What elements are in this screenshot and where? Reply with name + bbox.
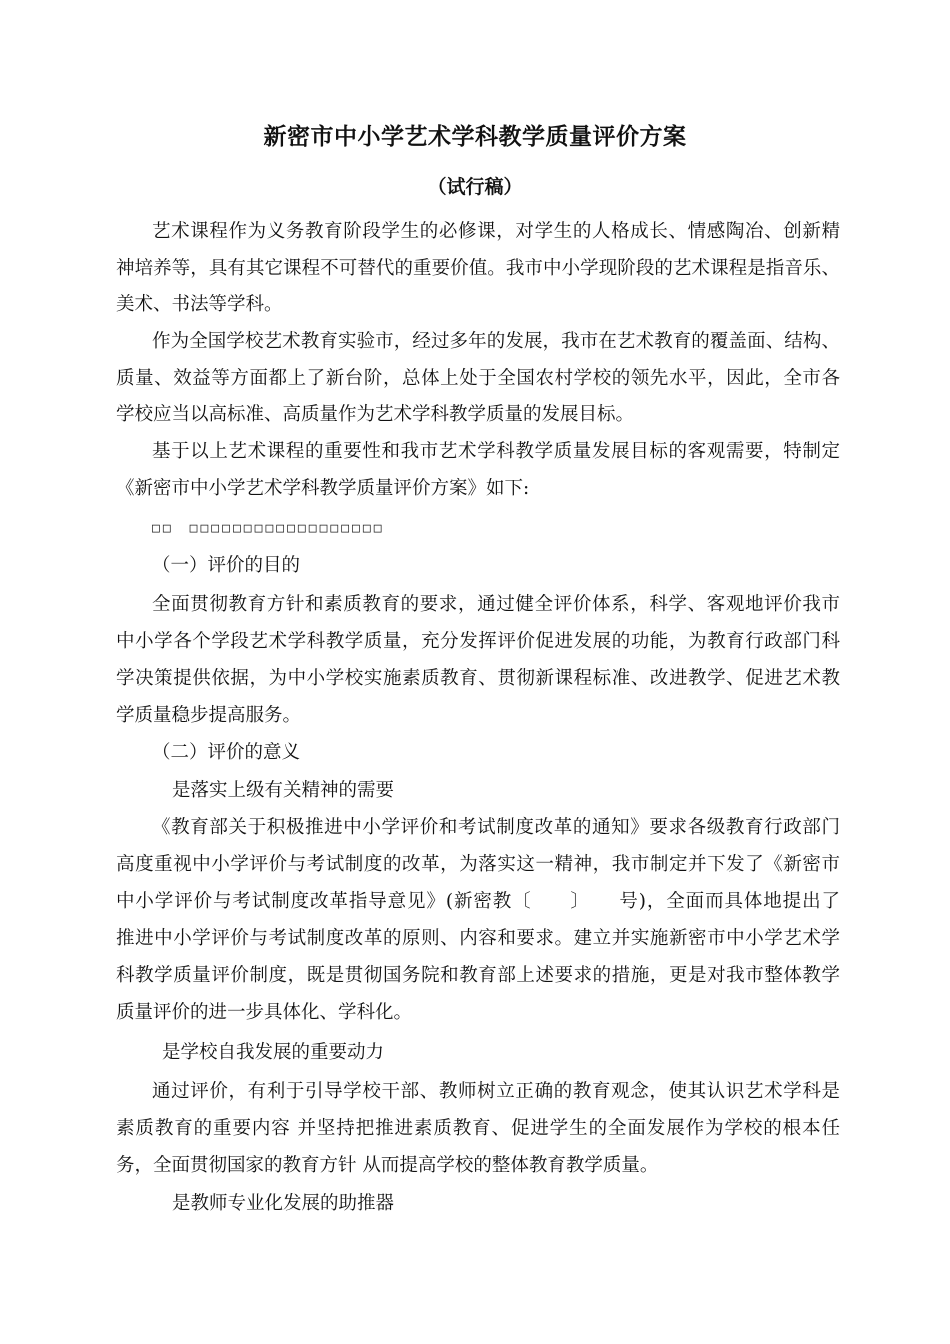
paragraph-line: 学质量稳步提高服务。 (116, 705, 302, 726)
paragraph-line: 务，全面贯彻国家的教育方针 从而提高学校的整体教育教学质量。 (116, 1155, 659, 1176)
paragraph-line: 质量评价的进一步具体化、学科化。 (116, 1002, 413, 1023)
paragraph-line: 质量、效益等方面都上了新台阶，总体上处于全国农村学校的领先水平，因此，全市各 (116, 368, 840, 389)
document-subtitle: （试行稿） (427, 176, 523, 198)
point-heading: 是学校自我发展的重要动力 (162, 1042, 385, 1063)
paragraph-line: 《新密市中小学艺术学科教学质量评价方案》如下: (116, 478, 530, 499)
paragraph-line: 高度重视中小学评价与考试制度的改革，为落实这一精神，我市制定并下发了《新密市 (116, 854, 840, 875)
paragraph-line: 艺术课程作为义务教育阶段学生的必修课，对学生的人格成长、情感陶冶、创新精 (152, 221, 840, 242)
paragraph-line: 素质教育的重要内容 并坚持把推进素质教育、促进学生的全面发展作为学校的根本任 (116, 1118, 840, 1139)
point-heading: 是落实上级有关精神的需要 (172, 780, 395, 801)
paragraph-line: 中小学各个学段艺术学科教学质量，充分发挥评价促进发展的功能，为教育行政部门科 (116, 631, 840, 652)
paragraph-line: 神培养等，具有其它课程不可替代的重要价值。我市中小学现阶段的艺术课程是指音乐、 (116, 258, 840, 279)
paragraph-line: 美术、书法等学科。 (116, 294, 283, 315)
paragraph-line: 中小学评价与考试制度改革指导意见》(新密教〔 〕 号)，全面而具体地提出了 (116, 891, 840, 912)
paragraph-line: 推进中小学评价与考试制度改革的原则、内容和要求。建立并实施新密市中小学艺术学 (116, 928, 840, 949)
paragraph-line: 全面贯彻教育方针和素质教育的要求，通过健全评价体系，科学、客观地评价我市 (152, 594, 840, 615)
paragraph-line: 《教育部关于积极推进中小学评价和考试制度改革的通知》要求各级教育行政部门 (152, 817, 840, 838)
paragraph-line: 学决策提供依据，为中小学校实施素质教育、贯彻新课程标准、改进教学、促进艺术教 (116, 668, 840, 689)
subsection-heading: （一）评价的目的 (152, 555, 301, 576)
section-heading-garbled: □□ □□□□□□□□□□□□□□□□□□ (152, 521, 385, 536)
paragraph-line: 科教学质量评价制度，既是贯彻国务院和教育部上述要求的措施，更是对我市整体教学 (116, 965, 840, 986)
document-title: 新密市中小学艺术学科教学质量评价方案 (263, 124, 687, 150)
paragraph-line: 作为全国学校艺术教育实验市，经过多年的发展，我市在艺术教育的覆盖面、结构、 (152, 331, 840, 352)
subsection-heading: （二）评价的意义 (152, 742, 301, 763)
paragraph-line: 基于以上艺术课程的重要性和我市艺术学科教学质量发展目标的客观需要，特制定 (152, 441, 840, 462)
point-heading: 是教师专业化发展的助推器 (172, 1193, 395, 1214)
paragraph-line: 学校应当以高标准、高质量作为艺术学科教学质量的发展目标。 (116, 404, 635, 425)
paragraph-line: 通过评价，有利于引导学校干部、教师树立正确的教育观念，使其认识艺术学科是 (152, 1081, 840, 1102)
